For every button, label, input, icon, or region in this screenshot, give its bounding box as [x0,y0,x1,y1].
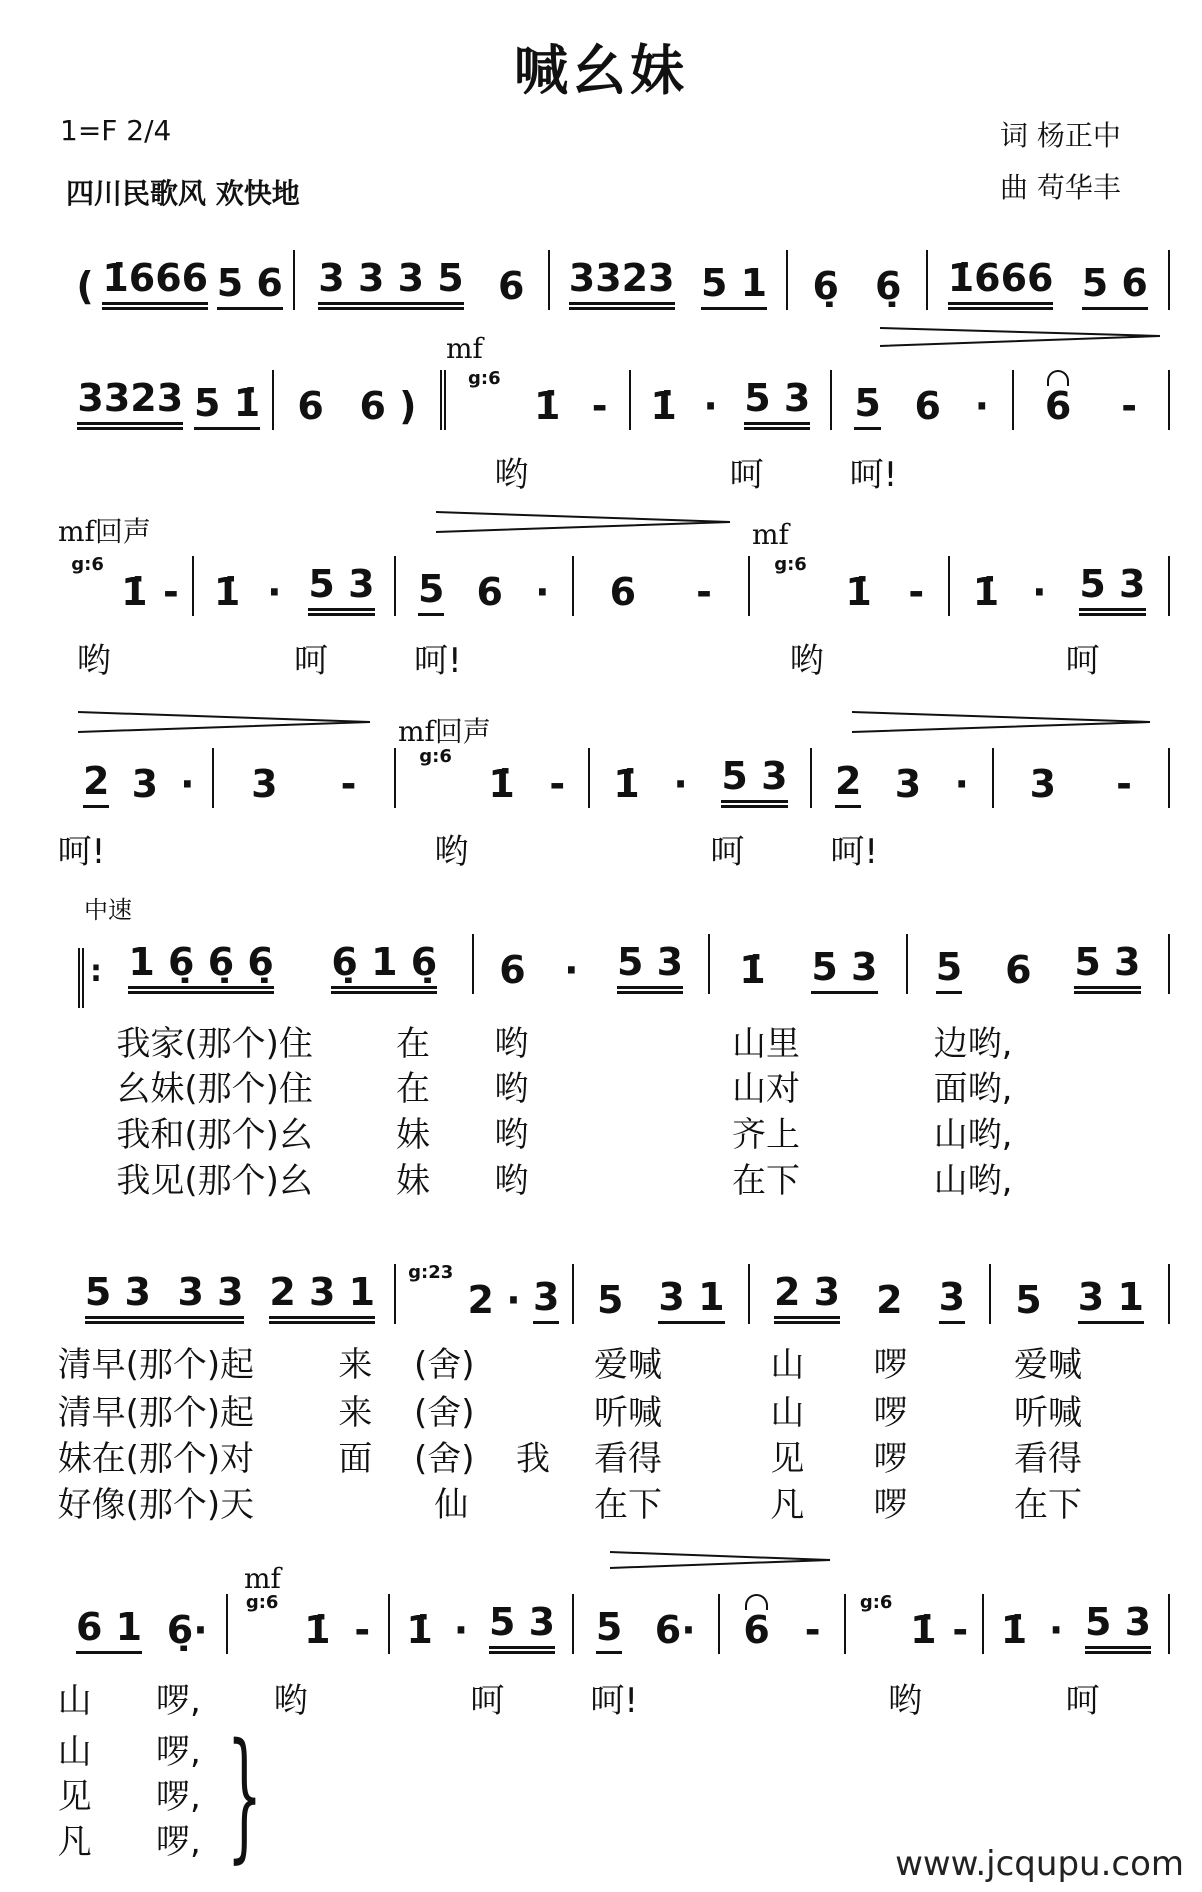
lyric-syllable: 哟 [888,1681,922,1722]
lyric-syllable: 呵 [710,831,745,872]
note-group: · [1048,1608,1064,1652]
note-group: - [354,1608,371,1652]
measure [550,250,789,310]
lyric-syllable: 山里 [732,1023,800,1064]
note-group: 5 3 [721,754,787,808]
note-group: 1̇ [739,948,766,992]
note-group: 1̇ [121,570,148,614]
lyric-syllable: 凡 [770,1484,805,1525]
lyric-syllable: (舍) [414,1393,475,1434]
staff-line [66,1264,1170,1324]
lyric-syllable: 爱喊 [1014,1345,1082,1386]
note-group: · [267,570,282,614]
lyric-syllable: 我和(那个)幺 [116,1115,313,1155]
lyric-syllable: 呵 [729,455,764,495]
lyric-syllable: 呵 [1065,1681,1100,1722]
measure [928,250,1170,310]
lyric-syllable: 在下 [732,1160,800,1201]
measure [846,1594,984,1654]
lyric-syllable: 爱喊 [594,1345,662,1386]
measure [908,934,1170,994]
lyric-syllable: 妹在(那个)对 [57,1439,255,1479]
staff-line [58,1594,1170,1654]
measure [58,1594,228,1654]
note-group: 5 [418,567,444,616]
note-group: 1̇ [972,570,1000,614]
dynamic-mf: mf [752,518,789,551]
lyric-syllable: 山哟, [933,1160,1013,1201]
dynamic-mf-echo: mf回声 [58,515,151,548]
lyric-syllable: 见 [770,1439,805,1479]
note-group: 3323 [77,376,183,430]
lyric-syllable: 啰, [156,1731,201,1772]
lyric-syllable: 我见(那个)幺 [116,1160,313,1201]
grace-note: g:6 [859,1592,893,1613]
note-group: - [1121,384,1138,428]
lyric-syllable: 哟 [273,1681,308,1722]
lyric-syllable: 看得 [1014,1439,1082,1479]
note-group: 6 1 [76,1605,142,1654]
measure [474,934,710,994]
song-title: 喊幺妹 [514,39,688,102]
note-group: 1̇ [845,570,872,614]
note-group: ( [76,264,94,308]
note-group: 6 [297,384,324,428]
note-group: 6 [1005,948,1032,992]
note-group: 5 6 [1082,261,1148,310]
staff-line [66,748,1170,808]
note-group: · [564,948,579,992]
lyric-syllable: 凡 [57,1821,92,1862]
note-group: 6 [914,384,941,428]
grace-note: g:6 [419,746,452,767]
note-group: 1̇ [304,1608,331,1652]
note-group: 1̇ [650,384,677,428]
note-group: 3323 [569,256,675,310]
measure [396,556,574,616]
measure [574,1264,750,1324]
measure [66,1264,396,1324]
note-group: - [1116,762,1132,806]
lyric-syllable: 在下 [1014,1484,1082,1525]
note-group: 6̣ [812,264,839,308]
grace-note: g:6 [245,1592,279,1613]
lyric-syllable: 在 [396,1023,430,1064]
measure [194,556,396,616]
note-group: 6 [609,570,637,614]
note-group: 2 [876,1278,903,1322]
note-group: 2 [83,759,109,808]
note-group: 5 3 3 3 [85,1270,244,1324]
note-group: 5 [1015,1278,1042,1322]
note-group: 2 [835,759,861,808]
lyric-syllable: 啰, [156,1821,201,1862]
lyric-syllable: 啰 [873,1439,908,1479]
lyric-syllable: 哟 [494,455,529,495]
note-group: 6̣· [166,1608,208,1652]
lyric-syllable: 山 [770,1345,805,1386]
note-group: 1̇ [213,570,241,614]
measure [396,1264,574,1324]
lyric-syllable: 呵! [590,1681,639,1722]
lyricist: 词 杨正中 [1000,119,1121,152]
note-group: 5 1 [701,261,767,310]
lyric-syllable: 看得 [594,1439,662,1479]
measure [832,370,1014,430]
lyric-syllable: 哟 [789,641,824,681]
lyric-syllable: 呵 [294,641,328,681]
grace-note: g:6 [468,368,501,389]
note-group: · [974,384,990,428]
measure [750,1264,991,1324]
lyric-syllable: 山 [57,1731,92,1772]
note-group: · [535,570,550,614]
lyric-syllable: 齐上 [732,1115,800,1155]
measure [590,748,812,808]
note-group: 1 6̣ 6̣ 6̣ [128,940,273,994]
measure [396,748,590,808]
note-group: 1̇ [1000,1608,1028,1652]
lyric-syllable: 听喊 [1014,1393,1082,1434]
composer: 曲 苟华丰 [1000,171,1121,204]
decrescendo-hairpin [78,712,370,732]
note-group: 3 3 3 5 [318,256,463,310]
note-group: 5 [936,945,962,994]
lyric-syllable: 山哟, [933,1115,1013,1155]
note-group: 5 3 [489,1600,555,1654]
lyric-syllable: 清早(那个)起 [57,1393,255,1434]
decrescendo-hairpin [610,1552,830,1568]
note-group: 6̣ [875,264,902,308]
measure [710,934,908,994]
watermark: www.jcqupu.com [895,1844,1184,1884]
lyric-syllable: 好像(那个)天 [57,1484,255,1525]
note-group: - [696,570,712,614]
lyric-syllable: 清早(那个)起 [57,1345,255,1386]
measure [66,748,214,808]
decrescendo-hairpin [880,328,1160,346]
note-group: 1̇666 [948,256,1054,310]
note-group: 2 3 1 [269,1270,375,1324]
note-group: 1̇ [613,762,640,806]
measure [574,1594,720,1654]
fermata-note: 6 [743,1608,770,1652]
measure [574,556,750,616]
note-group: 1̇ [533,384,561,428]
fermata-note: 6 [1044,384,1072,428]
grace-note: g:23 [408,1262,454,1283]
lyric-syllable: 边哟, [933,1023,1013,1064]
lyric-syllable: 呵! [830,831,879,872]
note-group: 2 3 [774,1270,840,1324]
staff-line [66,250,1170,310]
note-group: · [453,1608,469,1652]
lyric-syllable: 哟 [494,1069,529,1110]
lyric-syllable: 哟 [434,831,469,872]
note-group: - [549,762,566,806]
note-group: · [954,762,969,806]
note-group: 5 [596,1605,622,1654]
lyric-syllable: 山 [770,1393,805,1434]
lyric-syllable: 妹 [396,1160,430,1201]
lyric-syllable: 来 [338,1345,373,1386]
note-group: 3 [131,762,159,806]
lyric-syllable: 哟 [494,1023,529,1064]
note-group: · [673,762,688,806]
note-group: 5 3 [308,562,374,616]
note-group: 2 [467,1278,494,1322]
note-group: · [1032,570,1047,614]
lyric-syllable: (舍) [414,1439,475,1479]
lyric-syllable: 面 [338,1439,373,1479]
lyric-syllable: 哟 [494,1115,529,1155]
measure [274,370,447,430]
lyric-syllable: 在下 [594,1484,662,1525]
note-group: 1̇ [488,762,515,806]
measure [720,1594,846,1654]
measure [750,556,950,616]
lyric-syllable: 妹 [396,1115,430,1155]
note-group: - [162,570,179,614]
measure [631,370,831,430]
measure [950,556,1170,616]
note-group: 6 [497,264,525,308]
note-group: · [506,1278,521,1322]
note-group: 5 3 [1074,940,1140,994]
measure [66,370,274,430]
lyric-syllable: 山 [57,1681,92,1722]
lyric-syllable: 我家(那个)住 [116,1023,313,1064]
measure [446,370,631,430]
staff-line [66,370,1170,430]
dynamic-mf: mf [244,1562,281,1595]
decrescendo-hairpin [436,512,730,532]
note-group: 6 ) [359,384,417,428]
lyric-syllable: 听喊 [594,1393,662,1434]
lyric-syllable: 在 [396,1069,430,1110]
note-group: 1̇ [910,1608,937,1652]
note-group: - [591,384,608,428]
lyric-syllable: 面哟, [933,1069,1013,1110]
lyric-syllable: 啰, [156,1777,201,1818]
measure [991,1264,1170,1324]
note-group: 6 [499,948,526,992]
lyric-syllable: 啰 [873,1484,908,1525]
note-group: 3 [1029,762,1057,806]
lyric-syllable: 哟 [494,1160,529,1201]
note-group: 5 [854,381,880,430]
note-group: 6 [476,570,503,614]
note-group: - [804,1608,821,1652]
note-group: 3 [894,762,922,806]
measure [66,250,295,310]
measure [1014,370,1170,430]
note-group: 5 [597,1278,624,1322]
measure [994,748,1170,808]
note-group: 5 1̇ [194,381,260,430]
measure [214,748,396,808]
brace: } [226,1714,263,1877]
note-group: - [952,1608,969,1652]
note-group: 1̇ [406,1608,433,1652]
key-time-signature: 1=F 2/4 [60,114,172,147]
style-tempo: 四川民歌风 欢快地 [66,177,300,210]
note-group: - [340,762,357,806]
note-group: 3 1 [658,1275,724,1324]
grace-note: g:6 [71,554,104,575]
lyric-syllable: 呵! [414,641,462,681]
measure [295,250,549,310]
measure [788,250,927,310]
lyric-syllable: 幺妹(那个)住 [116,1069,313,1110]
lyric-syllable: 啰 [873,1393,908,1434]
note-group: · [180,762,195,806]
decrescendo-hairpin [852,712,1150,732]
staff-line [94,934,1170,994]
dynamic-mf: mf [446,332,483,365]
note-group: 3 [251,762,278,806]
lyric-syllable: 山对 [732,1069,800,1110]
repeat-start-sign [78,948,98,1008]
tempo-change: 中速 [84,896,132,924]
note-group: 1̇666 [102,256,208,310]
measure [58,556,195,616]
lyric-syllable: 呵! [849,455,898,495]
note-group: 5 3 [1085,1600,1151,1654]
note-group: 3 1 [1078,1275,1144,1324]
dynamic-mf-echo: mf回声 [398,715,491,748]
note-group: 3 [939,1275,965,1324]
lyric-syllable: 仙 [434,1484,469,1525]
note-group: 3 [533,1275,559,1324]
measure [228,1594,390,1654]
lyric-syllable: (舍) [414,1345,475,1386]
lyric-syllable: 来 [338,1393,373,1434]
note-group: 6̣ 1 6̣ [331,940,437,994]
lyric-syllable: 啰, [156,1681,201,1722]
lyric-syllable: 啰 [873,1345,908,1386]
grace-note: g:6 [774,554,807,575]
staff-line [58,556,1170,616]
lyric-syllable: 呵 [1065,641,1100,681]
lyric-syllable: 见 [57,1777,92,1818]
measure [390,1594,574,1654]
lyric-syllable: 呵! [57,831,106,872]
note-group: 6· [654,1608,696,1652]
note-group: 5 3 [811,945,877,994]
measure [812,748,993,808]
note-group: - [908,570,925,614]
note-group: 5 3 [617,940,683,994]
note-group: 5 3 [1079,562,1145,616]
note-group: 5 3 [744,376,810,430]
note-group: 5 6 [217,261,283,310]
lyric-syllable: 我 [516,1439,550,1479]
measure [94,934,474,994]
lyric-syllable: 哟 [76,641,111,681]
note-group: · [703,384,718,428]
measure [984,1594,1170,1654]
lyric-syllable: 呵 [470,1681,505,1722]
